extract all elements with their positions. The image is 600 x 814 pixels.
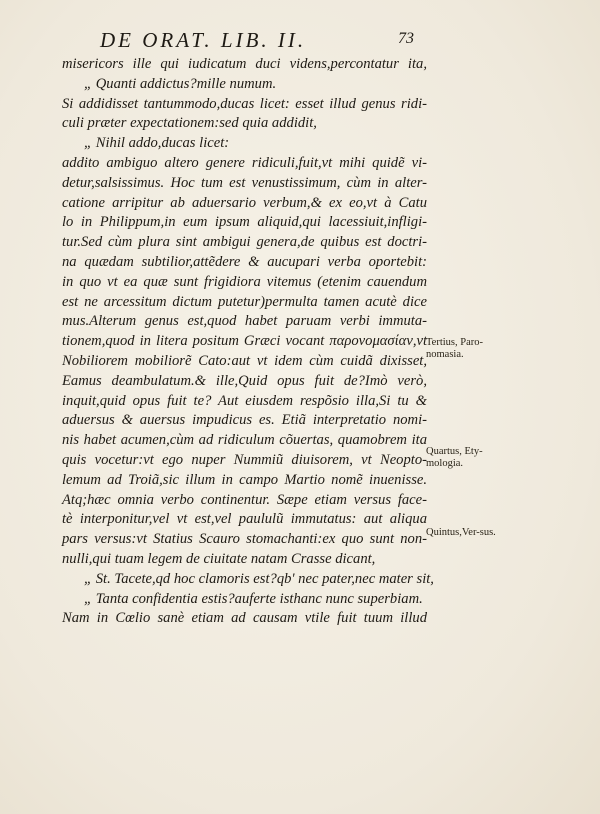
- text-line: aduersus & auersus impudicus es. Etiã interpretatio nomi-: [62, 412, 427, 429]
- text-line: tur.Sed cùm plura sint ambigui genera,de quibus est doctri-: [62, 234, 427, 251]
- text-line: addito ambiguo altero genere ridiculi,fuit,vt mihi quidẽ vi-: [62, 154, 427, 171]
- text-line: mus.Alterum genus est,quod habet paruam verbi immuta-: [62, 313, 427, 330]
- text-line: lemum ad Troiã,sic illum in campo Martio nomẽ inuenisse.: [62, 471, 427, 488]
- text-line: nis habet acumen,cùm ad ridiculum cõuertas, quamobrem ita: [62, 432, 427, 449]
- text-line: quis vocetur:vt ego nuper Nummiũ diuisorem, vt Neopto-: [62, 451, 427, 468]
- text-line: „ Quanti addictus?mille numum.: [84, 75, 277, 92]
- text-line: nulli,qui tuam legem de ciuitate natam Crasse dicant,: [62, 550, 376, 567]
- body-text: [62, 55, 434, 629]
- text-line: est ne arcessitum dictum putetur)permulta tamen acutè dice: [62, 293, 427, 310]
- text-line: Nam in Cœlio sanè etiam ad causam vtile fuit tuum illud: [62, 610, 427, 627]
- text-line: Atq;hæc omnia verbo continentur. Sæpe etiam versus face-: [62, 491, 427, 508]
- running-title: DE ORAT. LIB. II.: [100, 28, 307, 52]
- text-line: tè interponitur,vel vt est,vel paululũ immutatus: aut aliqua: [62, 511, 427, 528]
- text-line: tionem,quod in litera positum Græci vocant παρονομασίαν,vt: [62, 333, 427, 350]
- marginal-note: Quartus, Ety-mologia.: [426, 446, 483, 469]
- text-line: in quo vt ea quæ sunt frigidiora vitemus (etenim cauendum: [62, 273, 427, 290]
- text-line: inquit,quid opus fuit te? Aut eiusdem respõsio illa,Si tu &: [62, 392, 427, 409]
- text-line: Nobiliorem mobiliorẽ Cato:aut vt idem cùm cuidã dixisset,: [62, 352, 427, 369]
- page-number: 73: [398, 30, 414, 47]
- text-line: „ Tanta confidentia estis?auferte isthanc nunc superbiam.: [84, 590, 423, 607]
- text-line: na quædam subtilior,attẽdere & aucupari verba oportebit:: [62, 253, 427, 270]
- marginal-note: Quintus,Ver-sus.: [426, 527, 496, 538]
- text-line: lo in Philippum,in eum ipsum aliquid,qui lacessiuit,infligi-: [62, 214, 427, 231]
- text-line: „ St. Tacete,qd hoc clamoris est?qb' nec pater,nec mater sit,: [84, 570, 434, 587]
- text-line: Si addidisset tantummodo,ducas licet: esset illud genus ridi-: [62, 95, 427, 112]
- text-line: misericors ille qui iudicatum duci videns,percontatur ita,: [62, 56, 427, 72]
- text-line: detur,salsissimus. Hoc tum est venustissimum, cùm in alter-: [62, 174, 427, 191]
- marginal-note: Tertius, Paro-nomasia.: [426, 337, 484, 360]
- text-line: Eamus deambulatum.& ille,Quid opus fuit de?Imò verò,: [62, 372, 427, 389]
- text-line: catione arripitur ab aduersario verbum,& ex eo,vt à Catu: [62, 194, 427, 211]
- text-line: pars versus:vt Statius Scauro stomachanti:ex quo sunt non-: [62, 531, 427, 548]
- text-line: culi præter expectationem:sed quia addidit,: [62, 115, 317, 132]
- text-line: „ Nihil addo,ducas licet:: [84, 135, 230, 152]
